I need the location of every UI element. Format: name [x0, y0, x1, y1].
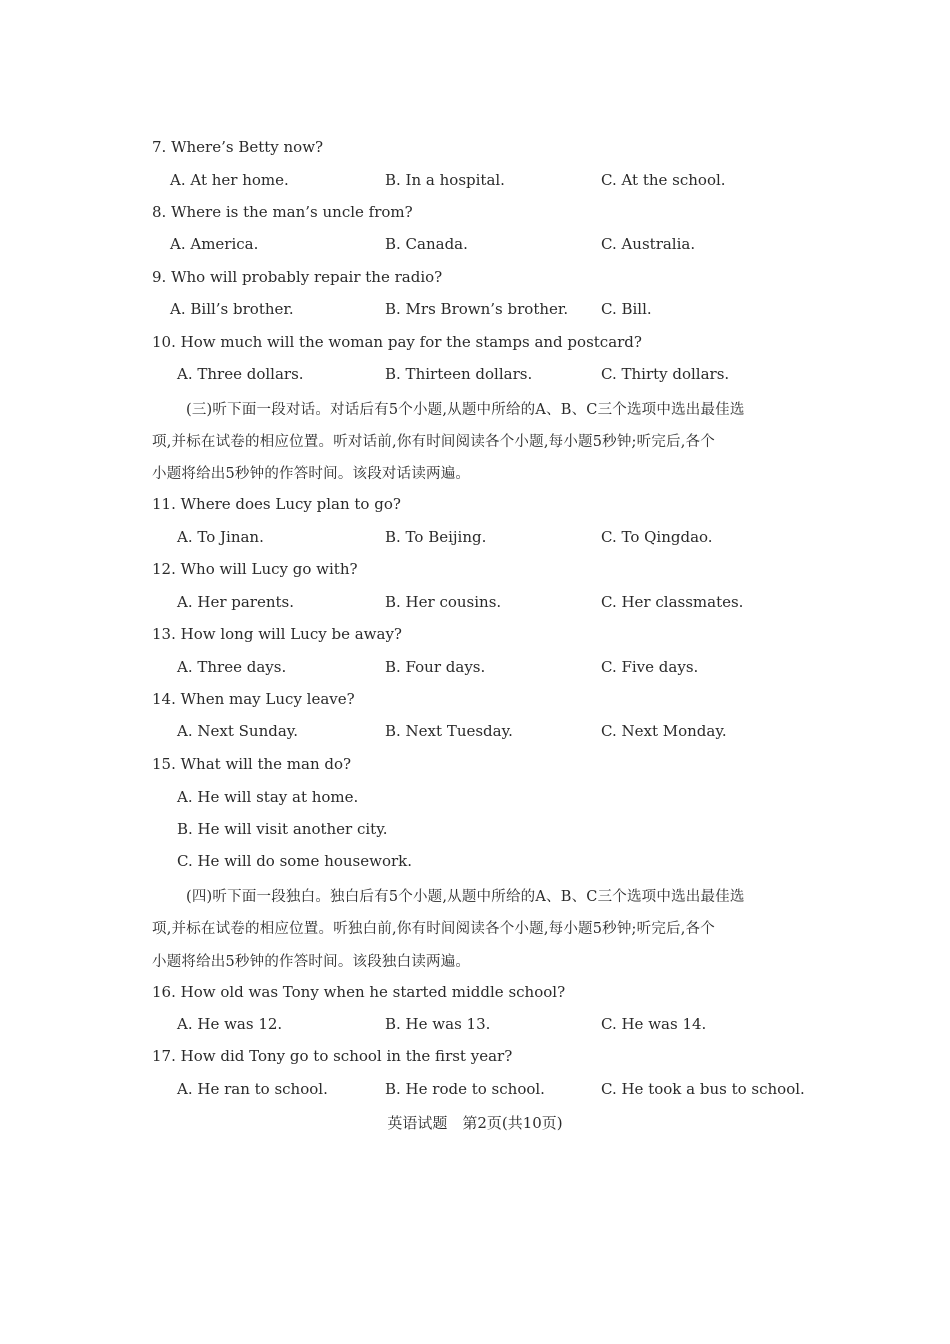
option-13c: C. Five days.: [601, 658, 699, 676]
option-14a: A. Next Sunday.: [177, 722, 299, 740]
option-10b: B. Thirteen dollars.: [385, 365, 533, 383]
section4-line-2: 项,并标在试卷的相应位置。听独白前,你有时间阅读各个小题,每小题5秒钟;听完后,各个: [152, 921, 715, 937]
question-16: 16. How old was Tony when he started middle school?: [152, 983, 566, 1001]
page-footer: 英语试题 第2页(共10页): [387, 1114, 563, 1132]
option-10a: A. Three dollars.: [177, 365, 304, 383]
option-15c: C. He will do some housework.: [177, 852, 413, 870]
option-11a: A. To Jinan.: [177, 528, 264, 546]
option-12c: C. Her classmates.: [601, 593, 744, 611]
question-7: 7. Where’s Betty now?: [152, 138, 324, 156]
option-16c: C. He was 14.: [601, 1015, 707, 1033]
option-7c: C. At the school.: [601, 171, 726, 189]
option-15a: A. He will stay at home.: [177, 788, 359, 806]
option-13b: B. Four days.: [385, 658, 486, 676]
option-7a: A. At her home.: [170, 171, 289, 189]
question-8: 8. Where is the man’s uncle from?: [152, 203, 413, 221]
section4-line-3: 小题将给出5秒钟的作答时间。该段独白读两遍。: [152, 954, 471, 970]
option-16b: B. He was 13.: [385, 1015, 491, 1033]
question-17: 17. How did Tony go to school in the first year?: [152, 1047, 513, 1065]
option-12a: A. Her parents.: [177, 593, 295, 611]
question-9: 9. Who will probably repair the radio?: [152, 268, 443, 286]
section3-line-1: (三)听下面一段对话。对话后有5个小题,从题中所给的A、B、C三个选项中选出最佳选: [186, 402, 745, 418]
option-10c: C. Thirty dollars.: [601, 365, 730, 383]
question-10: 10. How much will the woman pay for the stamps and postcard?: [152, 333, 642, 351]
option-8a: A. America.: [170, 235, 259, 253]
question-14: 14. When may Lucy leave?: [152, 690, 355, 708]
option-8c: C. Australia.: [601, 235, 696, 253]
question-15: 15. What will the man do?: [152, 755, 352, 773]
section3-line-3: 小题将给出5秒钟的作答时间。该段对话读两遍。: [152, 466, 471, 482]
option-13a: A. Three days.: [177, 658, 287, 676]
option-7b: B. In a hospital.: [385, 171, 505, 189]
option-16a: A. He was 12.: [177, 1015, 283, 1033]
question-11: 11. Where does Lucy plan to go?: [152, 495, 401, 513]
question-13: 13. How long will Lucy be away?: [152, 625, 402, 643]
option-9c: C. Bill.: [601, 300, 652, 318]
option-8b: B. Canada.: [385, 235, 468, 253]
option-9b: B. Mrs Brown’s brother.: [385, 300, 569, 318]
option-11b: B. To Beijing.: [385, 528, 487, 546]
option-11c: C. To Qingdao.: [601, 528, 713, 546]
option-9a: A. Bill’s brother.: [170, 300, 294, 318]
question-12: 12. Who will Lucy go with?: [152, 560, 358, 578]
option-14b: B. Next Tuesday.: [385, 722, 513, 740]
option-17c: C. He took a bus to school.: [601, 1080, 805, 1098]
option-12b: B. Her cousins.: [385, 593, 502, 611]
option-14c: C. Next Monday.: [601, 722, 727, 740]
section3-line-2: 项,并标在试卷的相应位置。听对话前,你有时间阅读各个小题,每小题5秒钟;听完后,各个: [152, 434, 715, 450]
option-17a: A. He ran to school.: [177, 1080, 328, 1098]
section4-line-1: (四)听下面一段独白。独白后有5个小题,从题中所给的A、B、C三个选项中选出最佳选: [186, 889, 745, 905]
option-15b: B. He will visit another city.: [177, 820, 388, 838]
option-17b: B. He rode to school.: [385, 1080, 545, 1098]
